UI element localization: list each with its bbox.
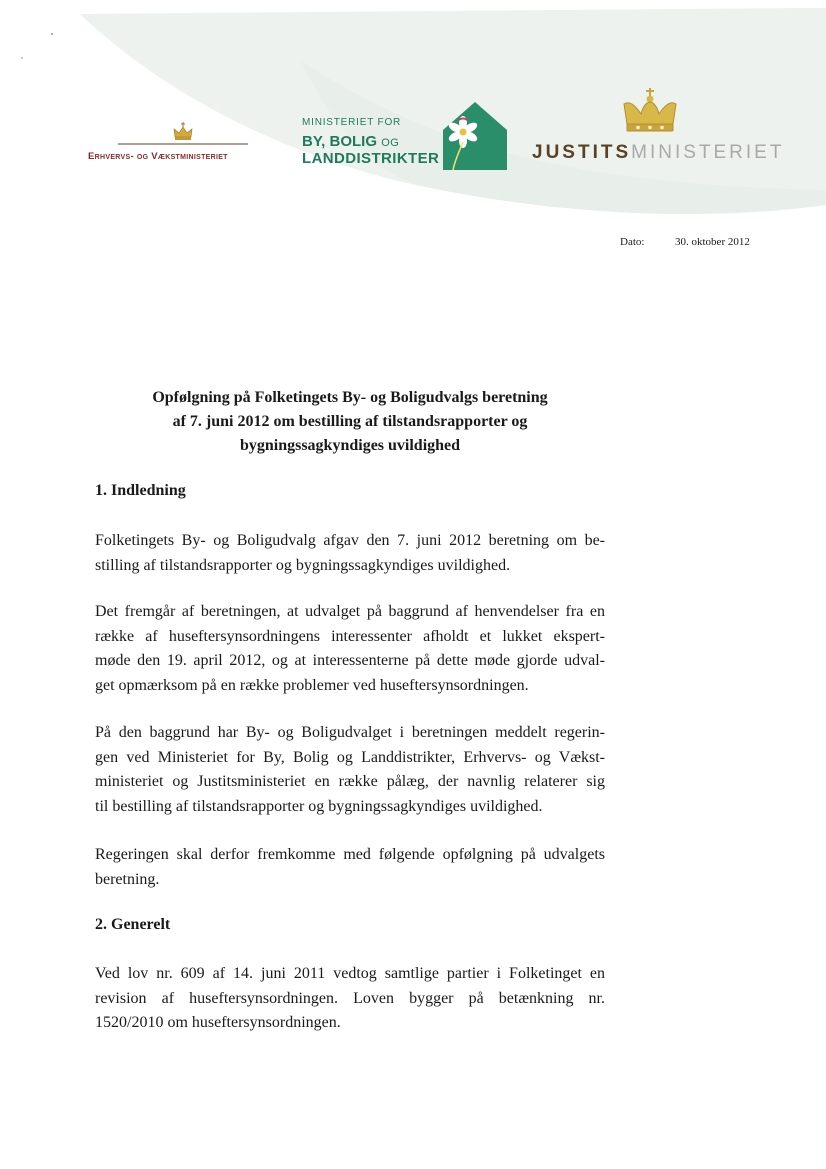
jm-crown-logo-icon	[621, 86, 679, 136]
paragraph-line: til bestilling af tilstandsrapporter og bygningssagkyndiges uvildighed.	[95, 797, 543, 815]
paragraph-line: stilling af tilstandsrapporter og bygningssagkyndiges uvildighed.	[95, 556, 511, 574]
mbbl-name-line2-main: BY, BOLIG	[302, 133, 378, 150]
mbbl-name-line1: MINISTERIET FOR	[302, 117, 402, 128]
mbbl-name-line2	[302, 133, 399, 150]
paragraph	[95, 529, 605, 578]
paragraph-line: revision af huseftersynsordningen. Loven bygger på betænkning nr.	[95, 989, 605, 1007]
title-line: af 7. juni 2012 om bestilling af tilstandsrapporter og	[172, 413, 528, 430]
paragraph-line: get opmærksom på en række problemer ved huseftersynsordningen.	[95, 676, 529, 694]
paragraph-line: Folketingets By- og Boligudvalg afgav den 7. juni 2012 beretning om be-	[95, 532, 605, 549]
paragraph-line: beretning.	[95, 870, 160, 888]
header-background	[0, 0, 826, 230]
paragraph	[95, 721, 605, 819]
title-line: Opfølgning på Folketingets By- og Boligudvalgs beretning	[152, 389, 548, 406]
date-value: 30. oktober 2012	[675, 236, 750, 248]
paragraph-line: 1520/2010 om huseftersynsordningen.	[95, 1014, 341, 1031]
paragraph-line: Det fremgår af beretningen, at udvalget på baggrund af henvendelser fra en	[95, 603, 605, 620]
mbbl-name-line2-og: OG	[381, 137, 400, 149]
paragraph-line: På den baggrund har By- og Boligudvalget i beretningen meddelt regerin-	[95, 724, 605, 741]
evm-ministry-name: Erhvervs- og Vækstministeriet	[88, 151, 228, 162]
paragraph-line: møde den 19. april 2012, og at interessenterne på dette møde gjorde udval-	[95, 652, 605, 669]
paragraph-line: Regeringen skal derfor fremkomme med følgende opfølgning på udvalgets	[95, 846, 605, 863]
paragraph	[95, 843, 605, 892]
house-flower-logo-icon	[441, 100, 509, 170]
mbbl-name-line3: LANDDISTRIKTER	[302, 150, 440, 167]
jm-name-part2: MINISTERIET	[631, 142, 785, 163]
document-title	[120, 386, 580, 458]
title-line: bygningssagkyndiges uvildighed	[239, 437, 461, 454]
date-label: Dato:	[620, 236, 645, 248]
paragraph-line: gen ved Ministeriet for By, Bolig og Landdistrikter, Erhvervs- og Vækst-	[95, 748, 605, 766]
jm-ministry-name	[532, 142, 784, 164]
section-heading-generelt: 2. Generelt	[95, 916, 171, 933]
paragraph	[95, 600, 605, 698]
paragraph-line: ministeriet og Justitsministeriet en række pålæg, der navnlig relaterer sig	[95, 773, 605, 790]
paragraph-line: Ved lov nr. 609 af 14. juni 2011 vedtog samtlige partier i Folketinget en	[95, 965, 605, 982]
paragraph	[95, 962, 605, 1036]
section-heading-indledning: 1. Indledning	[95, 482, 186, 499]
jm-name-part1: JUSTITS	[532, 142, 632, 163]
paragraph-line: række af huseftersynsordningens interessenter afholdt et lukket ekspert-	[95, 627, 605, 645]
